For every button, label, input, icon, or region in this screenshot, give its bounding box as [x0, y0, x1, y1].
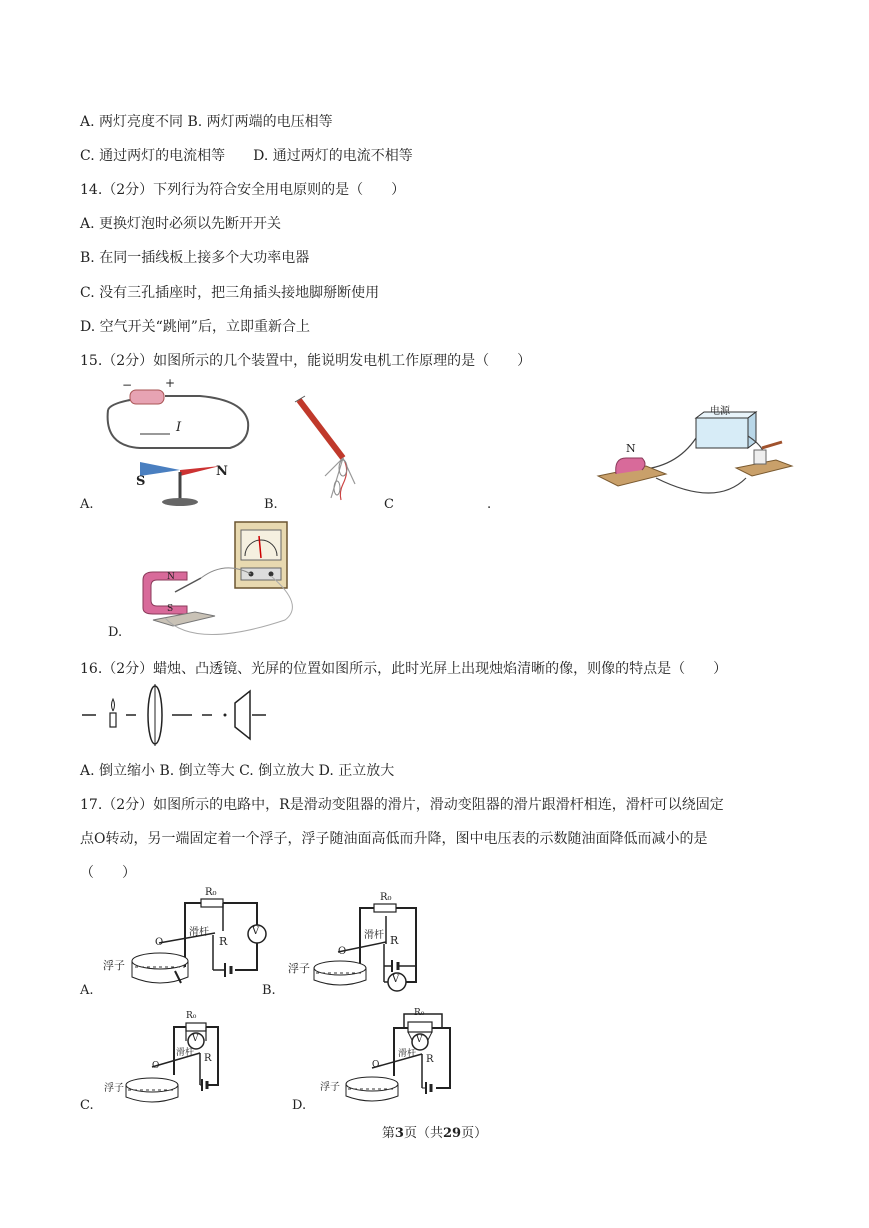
q17-label-a: A. [80, 983, 94, 998]
q17-circuit-a [95, 887, 270, 990]
q15-figure-d [135, 520, 315, 630]
circuit-d-r0-label: R₀ [414, 1008, 425, 1018]
q17-stem-line2: 点O转动，另一端固定着一个浮子，浮子随油面高低而升降，图中电压表的示数随油面降低而减小的是 [80, 831, 708, 847]
fig-a-plus-label: + [165, 376, 176, 390]
fig-c-n-label: N [626, 442, 636, 455]
circuit-a-rod-label: 滑杆 [189, 927, 209, 938]
circuit-b-r0-label: R₀ [380, 892, 392, 903]
circuit-c-r-label: R [204, 1053, 212, 1064]
circuit-c-float-label: 浮子 [104, 1083, 124, 1094]
circuit-a-v-label: V [252, 926, 260, 937]
circuit-b-o-label: O [338, 946, 347, 957]
q14-option-b: B. 在同一插线板上接多个大功率电器 [80, 250, 310, 266]
q15-label-c: C [384, 497, 394, 512]
q17-label-d: D. [292, 1098, 307, 1113]
fig-a-n-label: N [216, 464, 228, 479]
circuit-a-o-label: O [155, 937, 164, 948]
q15-label-b: B. [264, 497, 278, 512]
circuit-d-r-label: R [426, 1054, 434, 1065]
fig-a-current-label: I [176, 420, 182, 435]
q13-options-cd: C. 通过两灯的电流相等 D. 通过两灯的电流不相等 [80, 148, 413, 164]
q17-circuit-b [288, 892, 423, 995]
fig-c-power-label: 电源 [710, 406, 730, 417]
q13-options-ab: A. 两灯亮度不同 B. 两灯两端的电压相等 [80, 114, 333, 130]
q17-circuit-d [318, 1010, 458, 1110]
circuit-c-r0-label: R₀ [186, 1011, 197, 1021]
circuit-b-v-label: V [392, 974, 400, 985]
circuit-d-v-label: V [416, 1035, 423, 1045]
circuit-c-rod-label: 滑杆 [176, 1048, 195, 1058]
circuit-a-float-label: 浮子 [103, 959, 125, 972]
footer-page-number: 3 [394, 1126, 404, 1141]
q15-stem: 15.（2分）如图所示的几个装置中，能说明发电机工作原理的是（ ） [80, 353, 532, 369]
q16-optical-bench-figure [80, 683, 280, 743]
q17-label-c: C. [80, 1098, 94, 1113]
fig-d-n-label: N [167, 572, 175, 582]
footer-prefix: 第 [381, 1126, 395, 1141]
circuit-d-rod-label: 滑杆 [398, 1049, 417, 1059]
footer-mid: 页（共 [403, 1126, 443, 1141]
q17-stem-line1: 17.（2分）如图所示的电路中，R是滑动变阻器的滑片，滑动变阻器的滑片跟滑杆相连，滑杆可以绕固定 [80, 797, 724, 813]
footer-suffix: 页） [461, 1126, 488, 1141]
q17-label-b: B. [262, 983, 276, 998]
q15-label-a: A. [80, 497, 94, 512]
circuit-b-rod-label: 滑杆 [364, 930, 384, 941]
circuit-b-float-label: 浮子 [288, 962, 310, 975]
circuit-a-r-label: R [219, 935, 228, 948]
fig-d-s-label: S [167, 604, 174, 614]
q15-figure-a [100, 376, 250, 507]
q16-stem: 16.（2分）蜡烛、凸透镜、光屏的位置如图所示，此时光屏上出现烛焰清晰的像，则像的特点是（ ） [80, 661, 728, 677]
q15-figure-c [596, 408, 796, 508]
q15-label-c-dot: . [487, 497, 492, 512]
circuit-c-v-label: V [192, 1034, 199, 1044]
circuit-b-r-label: R [390, 934, 399, 947]
q17-circuit-c [100, 1011, 230, 1110]
q14-stem: 14.（2分）下列行为符合安全用电原则的是（ ） [80, 182, 406, 198]
q16-options: A. 倒立缩小 B. 倒立等大 C. 倒立放大 D. 正立放大 [80, 763, 395, 779]
footer-total-pages: 29 [442, 1126, 462, 1141]
q15-figure-b [285, 388, 365, 508]
q15-label-d: D. [108, 625, 123, 640]
fig-a-minus-label: − [122, 378, 133, 392]
circuit-c-o-label: O [152, 1061, 160, 1071]
q17-stem-line3: （ ） [80, 865, 136, 881]
fig-a-s-label: S [136, 474, 146, 489]
page-footer [0, 1122, 869, 1141]
circuit-a-r0-label: R₀ [205, 887, 217, 898]
q14-option-c: C. 没有三孔插座时，把三角插头接地脚掰断使用 [80, 285, 380, 301]
q14-option-d: D. 空气开关“跳闸”后，立即重新合上 [80, 319, 310, 335]
q14-option-a: A. 更换灯泡时必须以先断开开关 [80, 216, 282, 232]
circuit-d-o-label: O [372, 1060, 380, 1070]
circuit-d-float-label: 浮子 [320, 1082, 340, 1093]
